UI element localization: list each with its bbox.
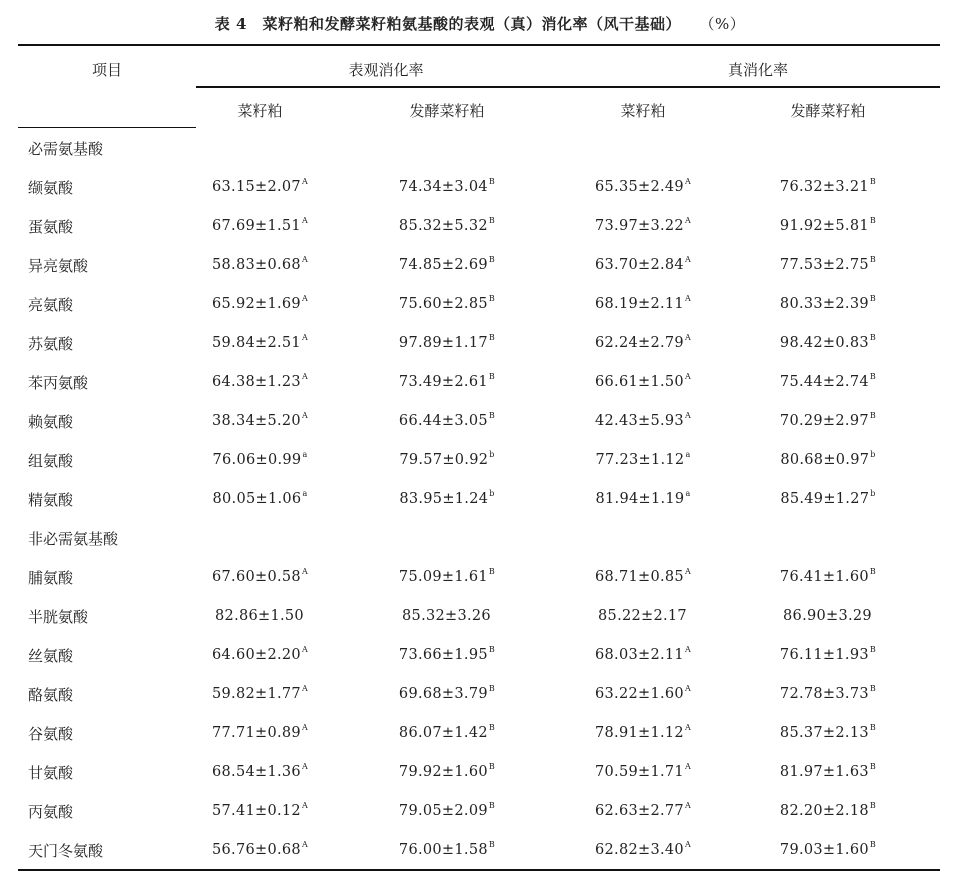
value-text: 78.91±1.12 xyxy=(594,725,684,741)
significance-letter: b xyxy=(489,489,495,498)
significance-letter: B xyxy=(869,801,877,810)
significance-letter: a xyxy=(685,450,691,459)
table-unit: （%） xyxy=(706,15,746,33)
value-text: 69.68±3.79 xyxy=(398,686,488,702)
value-cell xyxy=(352,645,542,663)
significance-letter: A xyxy=(684,762,692,771)
table-row xyxy=(0,840,960,879)
value-text: 65.35±2.49 xyxy=(594,179,684,195)
amino-acid-name: 异亮氨酸 xyxy=(28,257,89,275)
header-item: 项目 xyxy=(91,61,122,79)
significance-letter: b xyxy=(489,450,495,459)
value-cell xyxy=(548,762,738,780)
value-text: 56.76±0.68 xyxy=(211,842,301,858)
significance-letter: A xyxy=(301,801,309,810)
value-text: 79.92±1.60 xyxy=(398,764,488,780)
significance-letter: A xyxy=(301,333,309,342)
header-group-true: 真消化率 xyxy=(727,61,788,79)
item-rule xyxy=(18,127,196,128)
value-cell xyxy=(733,606,923,624)
value-cell xyxy=(548,411,738,429)
table-row xyxy=(0,177,960,216)
value-text: 97.89±1.17 xyxy=(398,335,488,351)
significance-letter: A xyxy=(301,294,309,303)
value-cell xyxy=(165,606,355,624)
amino-acid-name: 半胱氨酸 xyxy=(28,608,89,626)
value-text: 68.03±2.11 xyxy=(594,647,684,663)
value-cell xyxy=(733,645,923,663)
table-row xyxy=(0,567,960,606)
significance-letter: A xyxy=(301,255,309,264)
subheader-4: 发酵菜籽粕 xyxy=(790,102,866,120)
amino-acid-name: 精氨酸 xyxy=(28,491,74,509)
subheader-3: 菜籽粕 xyxy=(620,102,666,120)
value-text: 66.61±1.50 xyxy=(594,374,684,390)
significance-letter: B xyxy=(488,762,496,771)
value-cell xyxy=(352,255,542,273)
value-cell xyxy=(733,801,923,819)
value-text: 86.07±1.42 xyxy=(398,725,488,741)
value-text: 77.23±1.12 xyxy=(595,452,685,468)
value-cell xyxy=(352,177,542,195)
value-cell xyxy=(733,450,923,468)
value-cell xyxy=(165,489,355,507)
value-cell xyxy=(733,411,923,429)
table-row xyxy=(0,801,960,840)
value-text: 67.60±0.58 xyxy=(211,569,301,585)
value-text: 79.03±1.60 xyxy=(779,842,869,858)
significance-letter: B xyxy=(488,723,496,732)
value-text: 85.49±1.27 xyxy=(780,491,870,507)
value-cell xyxy=(352,606,542,624)
value-text: 80.05±1.06 xyxy=(212,491,302,507)
significance-letter: A xyxy=(684,840,692,849)
value-cell xyxy=(165,411,355,429)
section-row xyxy=(0,138,960,177)
significance-letter: a xyxy=(302,450,308,459)
significance-letter: B xyxy=(869,684,877,693)
amino-acid-name: 亮氨酸 xyxy=(28,296,74,314)
value-cell xyxy=(165,333,355,351)
significance-letter: A xyxy=(301,216,309,225)
value-cell xyxy=(548,723,738,741)
value-cell xyxy=(165,684,355,702)
value-text: 75.44±2.74 xyxy=(779,374,869,390)
value-text: 76.32±3.21 xyxy=(779,179,869,195)
significance-letter: B xyxy=(869,567,877,576)
amino-acid-name: 蛋氨酸 xyxy=(28,218,74,236)
header-group-apparent: 表观消化率 xyxy=(348,61,424,79)
value-cell xyxy=(352,411,542,429)
value-cell xyxy=(165,645,355,663)
table-row xyxy=(0,645,960,684)
value-text: 72.78±3.73 xyxy=(779,686,869,702)
value-text: 38.34±5.20 xyxy=(211,413,301,429)
value-cell xyxy=(548,684,738,702)
significance-letter: B xyxy=(488,567,496,576)
value-cell xyxy=(733,723,923,741)
amino-acid-name: 脯氨酸 xyxy=(28,569,74,587)
value-text: 77.71±0.89 xyxy=(211,725,301,741)
value-text: 74.85±2.69 xyxy=(398,257,488,273)
value-cell xyxy=(733,294,923,312)
significance-letter: A xyxy=(301,372,309,381)
significance-letter: b xyxy=(870,450,876,459)
amino-acid-name: 苏氨酸 xyxy=(28,335,74,353)
significance-letter: B xyxy=(488,372,496,381)
significance-letter: B xyxy=(869,723,877,732)
value-cell xyxy=(733,489,923,507)
significance-letter: A xyxy=(301,567,309,576)
value-cell xyxy=(733,684,923,702)
significance-letter: B xyxy=(869,411,877,420)
significance-letter: B xyxy=(488,216,496,225)
value-cell xyxy=(352,801,542,819)
significance-letter: a xyxy=(685,489,691,498)
value-cell xyxy=(352,294,542,312)
value-text: 57.41±0.12 xyxy=(211,803,301,819)
significance-letter: A xyxy=(301,684,309,693)
amino-acid-name: 甘氨酸 xyxy=(28,764,74,782)
table-row xyxy=(0,216,960,255)
significance-letter: B xyxy=(869,762,877,771)
value-cell xyxy=(352,684,542,702)
value-text: 63.15±2.07 xyxy=(211,179,301,195)
significance-letter: A xyxy=(301,762,309,771)
value-cell xyxy=(352,762,542,780)
significance-letter: B xyxy=(869,372,877,381)
value-text: 59.82±1.77 xyxy=(211,686,301,702)
value-text: 79.05±2.09 xyxy=(398,803,488,819)
significance-letter: A xyxy=(301,840,309,849)
amino-acid-name: 丝氨酸 xyxy=(28,647,74,665)
value-text: 58.83±0.68 xyxy=(211,257,301,273)
value-text: 81.97±1.63 xyxy=(779,764,869,780)
significance-letter: B xyxy=(488,684,496,693)
value-cell xyxy=(548,840,738,858)
value-cell xyxy=(733,840,923,858)
significance-letter: A xyxy=(684,333,692,342)
value-text: 98.42±0.83 xyxy=(779,335,869,351)
table-title-text: 表 4 菜籽粕和发酵菜籽粕氨基酸的表观（真）消化率（风干基础） xyxy=(214,15,681,33)
amino-acid-name: 酪氨酸 xyxy=(28,686,74,704)
value-text: 73.66±1.95 xyxy=(398,647,488,663)
value-text: 70.29±2.97 xyxy=(779,413,869,429)
amino-acid-name: 缬氨酸 xyxy=(28,179,74,197)
value-cell xyxy=(548,333,738,351)
significance-letter: B xyxy=(869,294,877,303)
value-text: 80.68±0.97 xyxy=(780,452,870,468)
table-row xyxy=(0,411,960,450)
value-text: 75.60±2.85 xyxy=(398,296,488,312)
value-text: 68.54±1.36 xyxy=(211,764,301,780)
amino-acid-name: 赖氨酸 xyxy=(28,413,74,431)
significance-letter: A xyxy=(684,255,692,264)
value-text: 59.84±2.51 xyxy=(211,335,301,351)
significance-letter: A xyxy=(684,567,692,576)
value-cell xyxy=(733,255,923,273)
value-text: 85.32±3.26 xyxy=(402,608,491,624)
significance-letter: B xyxy=(869,255,877,264)
value-cell xyxy=(733,177,923,195)
value-cell xyxy=(352,333,542,351)
significance-letter: A xyxy=(301,177,309,186)
value-cell xyxy=(165,723,355,741)
value-cell xyxy=(548,255,738,273)
value-cell xyxy=(548,372,738,390)
value-text: 76.00±1.58 xyxy=(398,842,488,858)
value-cell xyxy=(352,489,542,507)
amino-acid-name: 组氨酸 xyxy=(28,452,74,470)
value-text: 75.09±1.61 xyxy=(398,569,488,585)
value-cell xyxy=(733,216,923,234)
table-row xyxy=(0,372,960,411)
significance-letter: A xyxy=(684,645,692,654)
value-cell xyxy=(165,255,355,273)
value-text: 77.53±2.75 xyxy=(779,257,869,273)
value-text: 63.22±1.60 xyxy=(594,686,684,702)
table-title xyxy=(0,13,960,34)
value-text: 73.49±2.61 xyxy=(398,374,488,390)
significance-letter: A xyxy=(301,645,309,654)
value-text: 80.33±2.39 xyxy=(779,296,869,312)
table-row xyxy=(0,762,960,801)
value-text: 85.32±5.32 xyxy=(398,218,488,234)
value-text: 62.24±2.79 xyxy=(594,335,684,351)
value-text: 85.37±2.13 xyxy=(779,725,869,741)
value-text: 76.11±1.93 xyxy=(779,647,869,663)
significance-letter: B xyxy=(488,411,496,420)
group-rule xyxy=(196,86,940,88)
significance-letter: B xyxy=(869,177,877,186)
value-cell xyxy=(165,567,355,585)
significance-letter: B xyxy=(869,216,877,225)
value-cell xyxy=(733,372,923,390)
table-row xyxy=(0,489,960,528)
subheader-2: 发酵菜籽粕 xyxy=(409,102,485,120)
section-label: 非必需氨基酸 xyxy=(28,530,119,548)
significance-letter: B xyxy=(488,255,496,264)
value-cell xyxy=(548,606,738,624)
value-cell xyxy=(548,645,738,663)
amino-acid-name: 丙氨酸 xyxy=(28,803,74,821)
value-text: 74.34±3.04 xyxy=(398,179,488,195)
significance-letter: A xyxy=(301,723,309,732)
value-cell xyxy=(165,294,355,312)
table-row xyxy=(0,606,960,645)
table-row xyxy=(0,294,960,333)
value-cell xyxy=(352,723,542,741)
significance-letter: A xyxy=(684,216,692,225)
significance-letter: B xyxy=(869,333,877,342)
value-cell xyxy=(165,840,355,858)
value-text: 64.60±2.20 xyxy=(211,647,301,663)
value-cell xyxy=(352,372,542,390)
value-cell xyxy=(733,567,923,585)
significance-letter: A xyxy=(684,801,692,810)
value-cell xyxy=(165,177,355,195)
value-text: 68.71±0.85 xyxy=(594,569,684,585)
value-cell xyxy=(548,177,738,195)
amino-acid-name: 苯丙氨酸 xyxy=(28,374,89,392)
significance-letter: A xyxy=(684,684,692,693)
value-cell xyxy=(165,801,355,819)
significance-letter: B xyxy=(488,840,496,849)
value-text: 76.41±1.60 xyxy=(779,569,869,585)
amino-acid-name: 谷氨酸 xyxy=(28,725,74,743)
value-cell xyxy=(733,762,923,780)
top-rule xyxy=(18,44,940,46)
value-cell xyxy=(733,333,923,351)
value-cell xyxy=(548,801,738,819)
significance-letter: a xyxy=(302,489,308,498)
significance-letter: B xyxy=(869,645,877,654)
value-cell xyxy=(352,567,542,585)
value-cell xyxy=(165,216,355,234)
table-row xyxy=(0,684,960,723)
significance-letter: B xyxy=(869,840,877,849)
value-text: 63.70±2.84 xyxy=(594,257,684,273)
significance-letter: b xyxy=(870,489,876,498)
value-text: 83.95±1.24 xyxy=(399,491,489,507)
significance-letter: B xyxy=(488,801,496,810)
value-text: 62.82±3.40 xyxy=(594,842,684,858)
significance-letter: A xyxy=(684,177,692,186)
value-cell xyxy=(165,450,355,468)
value-cell xyxy=(548,216,738,234)
significance-letter: A xyxy=(301,411,309,420)
significance-letter: A xyxy=(684,723,692,732)
value-text: 91.92±5.81 xyxy=(779,218,869,234)
value-cell xyxy=(352,840,542,858)
value-cell xyxy=(548,294,738,312)
value-text: 67.69±1.51 xyxy=(211,218,301,234)
value-text: 76.06±0.99 xyxy=(212,452,302,468)
value-text: 70.59±1.71 xyxy=(594,764,684,780)
value-text: 81.94±1.19 xyxy=(595,491,685,507)
amino-acid-name: 天门冬氨酸 xyxy=(28,842,104,860)
value-text: 66.44±3.05 xyxy=(398,413,488,429)
value-text: 42.43±5.93 xyxy=(594,413,684,429)
value-cell xyxy=(548,567,738,585)
value-cell xyxy=(352,450,542,468)
significance-letter: B xyxy=(488,645,496,654)
value-text: 82.86±1.50 xyxy=(215,608,304,624)
significance-letter: B xyxy=(488,177,496,186)
table-row xyxy=(0,450,960,489)
value-text: 82.20±2.18 xyxy=(779,803,869,819)
significance-letter: A xyxy=(684,411,692,420)
value-text: 86.90±3.29 xyxy=(783,608,872,624)
value-text: 65.92±1.69 xyxy=(211,296,301,312)
table-row xyxy=(0,723,960,762)
value-cell xyxy=(165,372,355,390)
value-text: 62.63±2.77 xyxy=(594,803,684,819)
value-text: 79.57±0.92 xyxy=(399,452,489,468)
value-text: 73.97±3.22 xyxy=(594,218,684,234)
significance-letter: B xyxy=(488,294,496,303)
value-cell xyxy=(165,762,355,780)
value-cell xyxy=(548,450,738,468)
table-row xyxy=(0,255,960,294)
value-text: 85.22±2.17 xyxy=(598,608,687,624)
section-label: 必需氨基酸 xyxy=(28,140,104,158)
value-text: 64.38±1.23 xyxy=(211,374,301,390)
value-text: 68.19±2.11 xyxy=(594,296,684,312)
significance-letter: A xyxy=(684,294,692,303)
subheader-1: 菜籽粕 xyxy=(237,102,283,120)
significance-letter: A xyxy=(684,372,692,381)
value-cell xyxy=(352,216,542,234)
value-cell xyxy=(548,489,738,507)
significance-letter: B xyxy=(488,333,496,342)
table-row xyxy=(0,333,960,372)
section-row xyxy=(0,528,960,567)
